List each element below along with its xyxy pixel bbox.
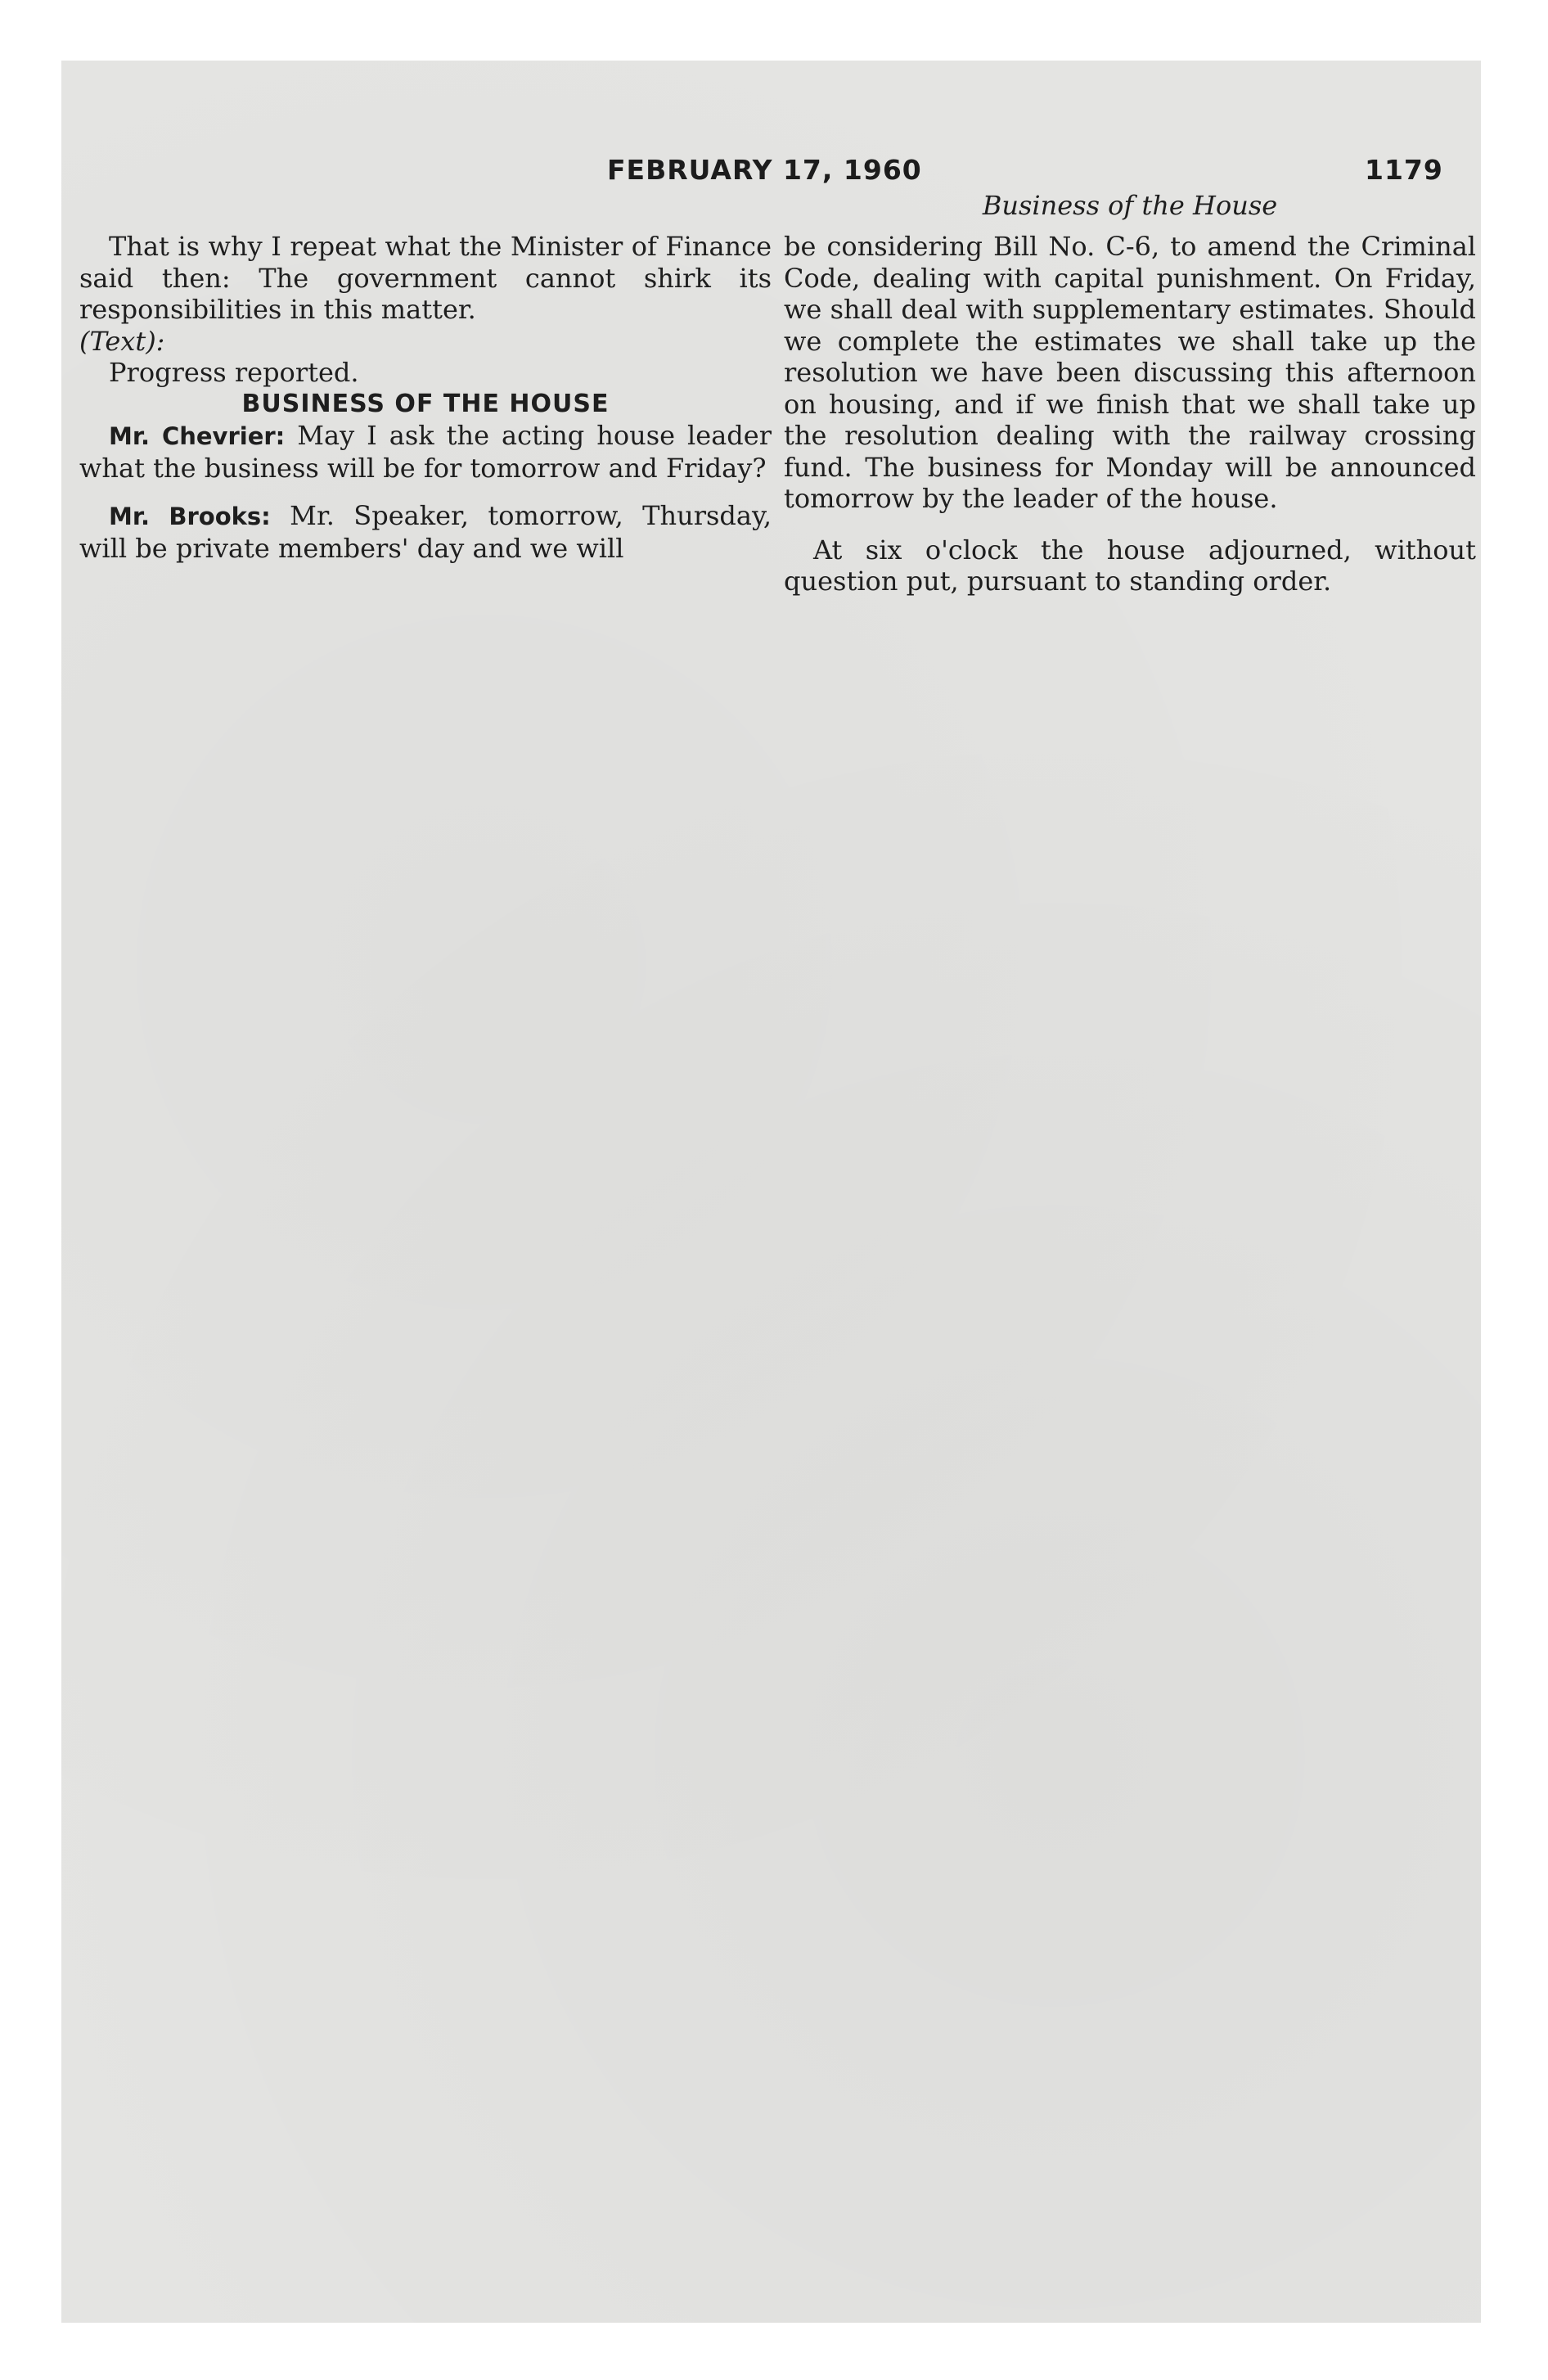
speaker-name: Mr. Brooks: bbox=[109, 503, 271, 530]
page-number: 1179 bbox=[1365, 154, 1443, 186]
speech-text: Mr. Speaker, tomorrow, Thursday, will be private members' day and we will bbox=[79, 500, 772, 564]
header-date: FEBRUARY 17, 1960 bbox=[607, 154, 922, 186]
speech-paragraph bbox=[79, 500, 772, 564]
progress-note: Progress reported. bbox=[109, 357, 359, 388]
page-header bbox=[0, 154, 1548, 187]
section-title: BUSINESS OF THE HOUSE bbox=[241, 389, 610, 418]
running-head: Business of the House bbox=[982, 190, 1278, 221]
adjournment-paragraph: At six o'clock the house adjourned, without question put, pursuant to standing order. bbox=[784, 534, 1476, 597]
left-column bbox=[79, 231, 772, 564]
text-label: (Text): bbox=[79, 325, 165, 357]
speech-text: May I ask the acting house leader what the business will be for tomorrow and Friday? bbox=[79, 420, 772, 484]
speech-paragraph bbox=[79, 420, 772, 484]
paragraph: That is why I repeat what the Minister of Finance said then: The government cannot shirk its responsibilities in this matter. bbox=[79, 231, 772, 325]
speaker-name: Mr. Chevrier: bbox=[109, 422, 286, 450]
right-column bbox=[784, 231, 1476, 597]
paragraph: be considering Bill No. C-6, to amend the Criminal Code, dealing with capital punishment. On Friday, we shall deal with supplementary estimates. Should we complete the estimates we shall take up the resolution we have been discussing this afternoon on housing, and if we finish that we shall take up the resolution dealing with the railway crossing fund. The business for Monday will be announced tomorrow by the leader of the house. bbox=[784, 231, 1476, 514]
